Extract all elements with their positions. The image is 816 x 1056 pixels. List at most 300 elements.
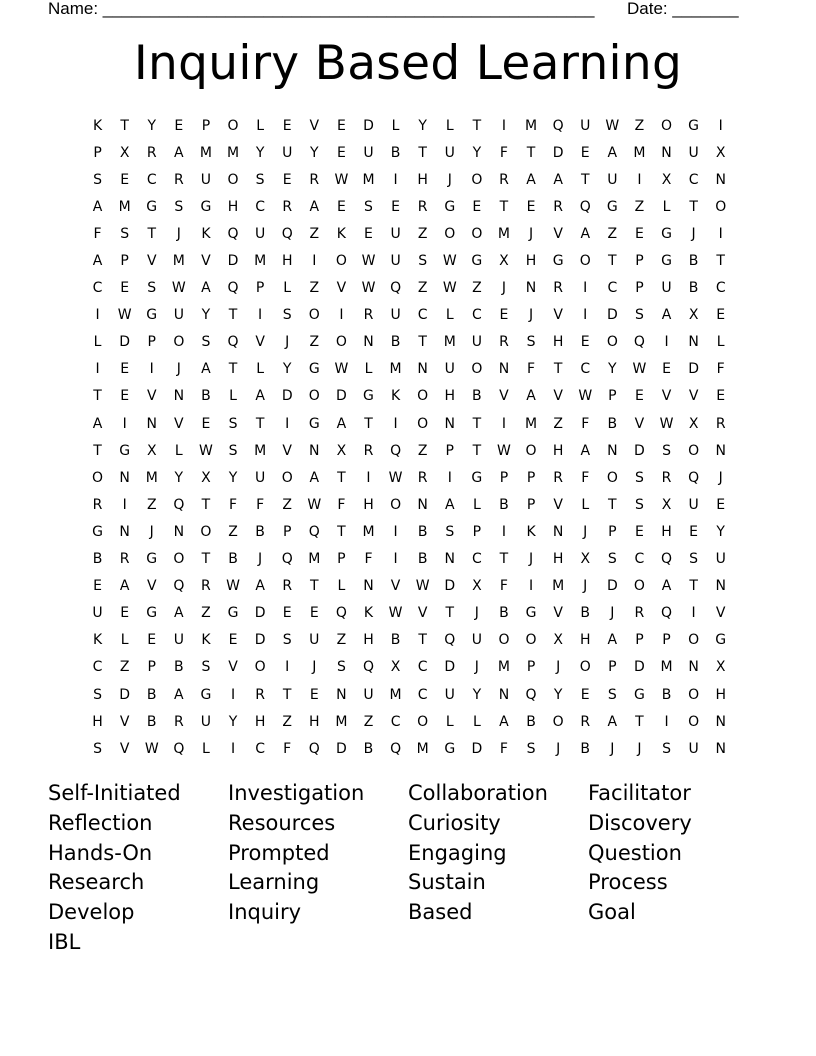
grid-letter: E [580,334,590,351]
grid-letter: T [445,605,455,622]
grid-letter: O [498,632,510,649]
grid-letter: V [146,253,157,270]
grid-letter: N [715,740,726,757]
grid-letter: G [715,632,727,649]
grid-letter: W [442,253,457,270]
grid-letter: H [525,253,537,270]
grid-letter: P [526,469,536,486]
grid-letter: F [499,740,508,757]
grid-letter: M [660,659,673,676]
grid-row [84,329,734,356]
grid-letter: L [445,307,454,324]
grid-letter: Q [227,334,239,351]
grid-letter: I [393,415,398,432]
grid-letter: Z [282,496,292,513]
grid-letter: G [146,198,158,215]
page-title: Inquiry Based Learning [133,36,683,91]
grid-letter: I [339,307,344,324]
grid-letter: T [499,551,509,568]
grid-letter: J [528,225,534,242]
grid-letter: W [144,740,159,757]
grid-letter: Y [147,117,157,134]
grid-row [84,491,734,518]
grid-letter: Z [309,280,320,297]
grid-letter: T [499,198,509,215]
grid-letter: K [390,388,401,405]
grid-letter: C [715,280,726,297]
grid-letter: B [92,551,103,568]
grid-row [84,112,734,139]
grid-letter: M [254,253,267,270]
grid-letter: O [308,388,320,405]
grid-letter: G [661,253,672,270]
grid-letter: S [228,442,238,459]
grid-letter: B [201,388,211,405]
grid-letter: T [472,117,482,134]
grid-letter: T [472,442,482,459]
grid-letter: P [635,632,644,649]
word-list-item: Investigation [228,781,365,805]
grid-letter: H [715,686,726,703]
grid-letter: W [334,361,349,378]
grid-letter: I [637,171,642,188]
grid-letter: N [607,442,618,459]
grid-letter: T [93,388,102,405]
grid-letter: I [718,225,723,242]
grid-letter: N [715,578,726,595]
grid-letter: M [552,578,565,595]
grid-letter: Q [173,496,185,513]
grid-letter: L [337,578,346,595]
grid-letter: O [471,225,483,242]
grid-letter: T [689,578,698,595]
grid-letter: V [417,605,428,622]
grid-letter: I [122,496,127,513]
grid-letter: Q [362,659,374,676]
grid-letter: C [417,686,428,703]
grid-letter: W [578,388,593,405]
grid-letter: B [499,496,509,513]
grid-letter: T [201,551,211,568]
grid-letter: C [255,198,265,215]
grid-letter: K [526,523,536,540]
grid-letter: C [634,551,645,568]
grid-letter: M [254,442,267,459]
grid-letter: S [282,307,292,324]
grid-letter: E [282,117,292,134]
grid-letter: W [632,361,647,378]
word-list-item: Research [48,870,145,895]
grid-letter: B [688,280,699,297]
grid-letter: I [501,117,507,134]
grid-row [84,654,734,681]
grid-letter: T [526,144,536,161]
grid-letter: E [364,225,373,242]
grid-letter: S [364,198,373,215]
grid-letter: V [146,388,157,405]
grid-letter: U [390,253,401,270]
grid-letter: M [389,686,402,703]
grid-letter: B [363,740,374,757]
grid-letter: N [119,523,130,540]
grid-letter: L [174,442,183,459]
grid-letter: Z [309,225,320,242]
grid-letter: P [526,496,536,513]
grid-letter: N [363,578,374,595]
grid-letter: E [580,144,590,161]
grid-letter: R [417,469,428,486]
grid-letter: I [149,361,154,378]
grid-letter: H [363,632,374,649]
grid-letter: C [417,307,428,324]
grid-letter: J [285,334,290,351]
grid-letter: P [472,523,482,540]
grid-letter: I [95,361,100,378]
grid-letter: F [93,225,102,242]
grid-letter: X [472,578,482,595]
grid-letter: S [336,659,346,676]
grid-letter: D [606,578,618,595]
grid-letter: P [499,469,509,486]
grid-letter: S [445,523,455,540]
grid-letter: B [174,659,184,676]
grid-letter: O [688,686,700,703]
grid-letter: Z [417,225,428,242]
grid-letter: M [416,740,429,757]
grid-letter: E [228,632,238,649]
grid-letter: T [364,415,373,432]
grid-letter: E [499,307,509,324]
grid-letter: U [661,280,672,297]
letter-grid [84,112,734,762]
grid-letter: S [147,280,157,297]
word-list-item: Sustain [408,870,486,895]
grid-letter: P [635,280,644,297]
grid-letter: V [688,388,699,405]
grid-letter: M [633,144,646,161]
word-list-item: Facilitator [588,781,691,805]
grid-letter: E [282,605,292,622]
grid-letter: S [282,632,292,649]
grid-letter: W [388,605,403,622]
grid-letter: E [336,144,346,161]
grid-letter: Y [201,307,211,324]
grid-letter: V [146,578,157,595]
grid-letter: U [173,307,184,324]
grid-letter: P [526,659,536,676]
grid-letter: N [498,361,510,378]
grid-letter: O [417,415,429,432]
grid-letter: A [607,713,618,730]
grid-letter: P [255,280,265,297]
grid-letter: K [336,225,346,242]
grid-letter: O [606,334,618,351]
grid-letter: R [634,605,645,622]
grid-letter: J [583,578,588,595]
grid-letter: A [336,415,347,432]
grid-letter: K [92,117,103,134]
grid-letter: Z [417,442,428,459]
grid-letter: H [552,442,564,459]
grid-letter: U [688,496,699,513]
grid-letter: X [119,144,130,161]
grid-letter: H [309,713,320,730]
grid-letter: U [390,307,401,324]
grid-letter: U [471,632,482,649]
grid-letter: S [607,551,617,568]
grid-letter: S [634,307,644,324]
grid-letter: R [363,442,374,459]
grid-letter: V [201,253,211,270]
grid-letter: D [227,253,239,270]
grid-letter: T [418,144,427,161]
grid-letter: D [471,740,483,757]
grid-letter: S [201,659,211,676]
grid-letter: Z [282,713,292,730]
grid-row [84,410,734,437]
grid-letter: R [661,469,672,486]
grid-letter: W [117,307,132,324]
grid-letter: Q [227,280,239,297]
grid-letter: M [389,361,402,378]
word-list-item: Collaboration [408,781,548,805]
grid-row [84,546,734,573]
grid-letter: U [200,713,212,730]
grid-letter: O [227,117,239,134]
grid-letter: E [120,388,130,405]
grid-letter: A [499,713,509,730]
grid-letter: F [581,469,590,486]
grid-letter: S [93,171,102,188]
grid-letter: F [499,578,508,595]
grid-letter: H [363,496,374,513]
grid-letter: E [580,686,590,703]
grid-letter: G [308,415,320,432]
grid-letter: S [634,469,644,486]
grid-letter: S [228,415,238,432]
grid-letter: I [393,551,398,568]
grid-letter: M [226,144,240,161]
grid-letter: S [526,740,536,757]
grid-letter: V [119,740,130,757]
grid-letter: S [174,198,184,215]
grid-letter: J [637,740,642,757]
grid-letter: C [471,307,482,324]
grid-letter: L [120,632,129,649]
grid-letter: X [661,171,672,188]
grid-letter: V [553,388,563,405]
grid-row [84,356,734,383]
grid-letter: U [688,740,699,757]
header [48,0,748,20]
grid-letter: C [580,361,591,378]
grid-letter: V [255,334,265,351]
grid-letter: G [444,740,456,757]
grid-letter: T [716,253,725,270]
grid-letter: D [254,632,266,649]
grid-letter: W [307,496,322,513]
grid-row [84,437,734,464]
grid-letter: T [201,496,211,513]
grid-letter: J [149,523,154,540]
grid-letter: O [688,442,700,459]
grid-letter: U [444,361,455,378]
grid-letter: K [363,605,374,622]
grid-letter: O [308,307,320,324]
grid-letter: F [256,496,265,513]
grid-letter: N [444,415,455,432]
word-list-item: IBL [48,929,81,954]
grid-letter: H [552,551,564,568]
grid-letter: B [499,605,509,622]
grid-letter: A [526,388,536,405]
grid-letter: L [445,117,454,134]
grid-letter: B [417,523,428,540]
grid-letter: Z [201,605,211,622]
grid-letter: X [715,144,726,161]
grid-letter: T [418,334,427,351]
grid-letter: T [228,361,238,378]
grid-letter: F [581,415,590,432]
grid-letter: J [474,659,479,676]
grid-letter: Y [553,686,563,703]
grid-letter: X [336,442,347,459]
grid-letter: L [256,117,265,134]
grid-letter: A [309,198,320,215]
grid-letter: A [607,632,618,649]
grid-letter: T [310,578,319,595]
grid-letter: P [608,388,617,405]
grid-row [84,193,734,220]
grid-letter: B [255,523,265,540]
word-list-item: Question [588,840,682,865]
grid-letter: D [552,144,564,161]
grid-letter: W [388,469,403,486]
grid-letter: X [201,469,211,486]
grid-letter: A [201,361,211,378]
grid-letter: P [445,442,454,459]
grid-letter: Z [634,198,645,215]
grid-letter: R [309,171,320,188]
grid-letter: W [199,442,213,459]
grid-letter: B [526,713,536,730]
grid-letter: U [471,334,482,351]
grid-letter: V [499,388,509,405]
grid-letter: E [309,686,319,703]
grid-letter: N [688,659,699,676]
grid-letter: R [553,198,563,215]
date-field: Date: _______ [627,0,739,18]
grid-letter: P [608,523,617,540]
grid-row [84,708,734,735]
grid-letter: Z [472,280,482,297]
grid-letter: I [230,740,236,757]
grid-letter: O [552,713,564,730]
grid-letter: T [580,171,590,188]
grid-letter: E [309,605,319,622]
grid-letter: Y [418,117,427,134]
grid-letter: P [147,334,156,351]
grid-letter: F [228,496,238,513]
grid-letter: X [499,253,509,270]
grid-letter: V [174,415,184,432]
grid-letter: G [92,523,103,540]
grid-letter: S [418,253,428,270]
grid-letter: J [583,523,588,540]
grid-letter: F [337,496,346,513]
grid-letter: Q [173,578,185,595]
grid-letter: J [312,659,317,676]
grid-letter: A [92,415,103,432]
grid-letter: A [255,388,265,405]
grid-letter: R [201,578,211,595]
grid-letter: G [146,307,158,324]
grid-letter: B [580,740,591,757]
grid-letter: I [312,253,317,270]
grid-letter: R [417,198,428,215]
grid-letter: K [201,632,211,649]
grid-letter: E [147,632,157,649]
grid-letter: Z [336,632,347,649]
grid-letter: O [444,225,456,242]
grid-letter: H [254,713,266,730]
grid-letter: T [689,198,698,215]
grid-letter: O [390,496,402,513]
grid-letter: N [715,171,726,188]
word-list-item: Discovery [588,810,692,835]
grid-letter: W [442,280,457,297]
grid-letter: Z [607,225,618,242]
grid-letter: Z [228,523,238,540]
grid-letter: R [499,171,509,188]
grid-letter: A [174,605,184,622]
grid-letter: M [443,334,456,351]
grid-letter: A [201,280,211,297]
grid-letter: G [227,605,239,622]
grid-letter: E [93,578,102,595]
grid-letter: T [93,442,102,459]
grid-letter: E [716,388,726,405]
grid-letter: O [688,713,700,730]
grid-letter: L [283,280,292,297]
grid-letter: W [171,280,186,297]
grid-letter: T [255,415,265,432]
grid-letter: N [119,469,130,486]
grid-letter: N [173,388,185,405]
grid-letter: Y [255,144,265,161]
grid-letter: U [254,225,266,242]
grid-row [84,383,734,410]
grid-letter: O [471,171,483,188]
word-list-item: Self-Initiated [48,781,181,805]
grid-letter: G [606,198,618,215]
grid-letter: J [718,469,723,486]
grid-letter: A [444,496,455,513]
grid-letter: I [95,307,100,324]
grid-letter: H [227,198,239,215]
grid-letter: I [664,334,669,351]
grid-letter: Y [310,144,319,161]
grid-letter: S [526,334,536,351]
grid-letter: J [474,605,479,622]
grid-letter: U [363,686,374,703]
grid-letter: L [581,496,590,513]
grid-letter: G [146,605,158,622]
grid-letter: H [552,334,564,351]
grid-letter: E [689,523,699,540]
grid-letter: D [444,578,456,595]
grid-letter: L [93,334,102,351]
